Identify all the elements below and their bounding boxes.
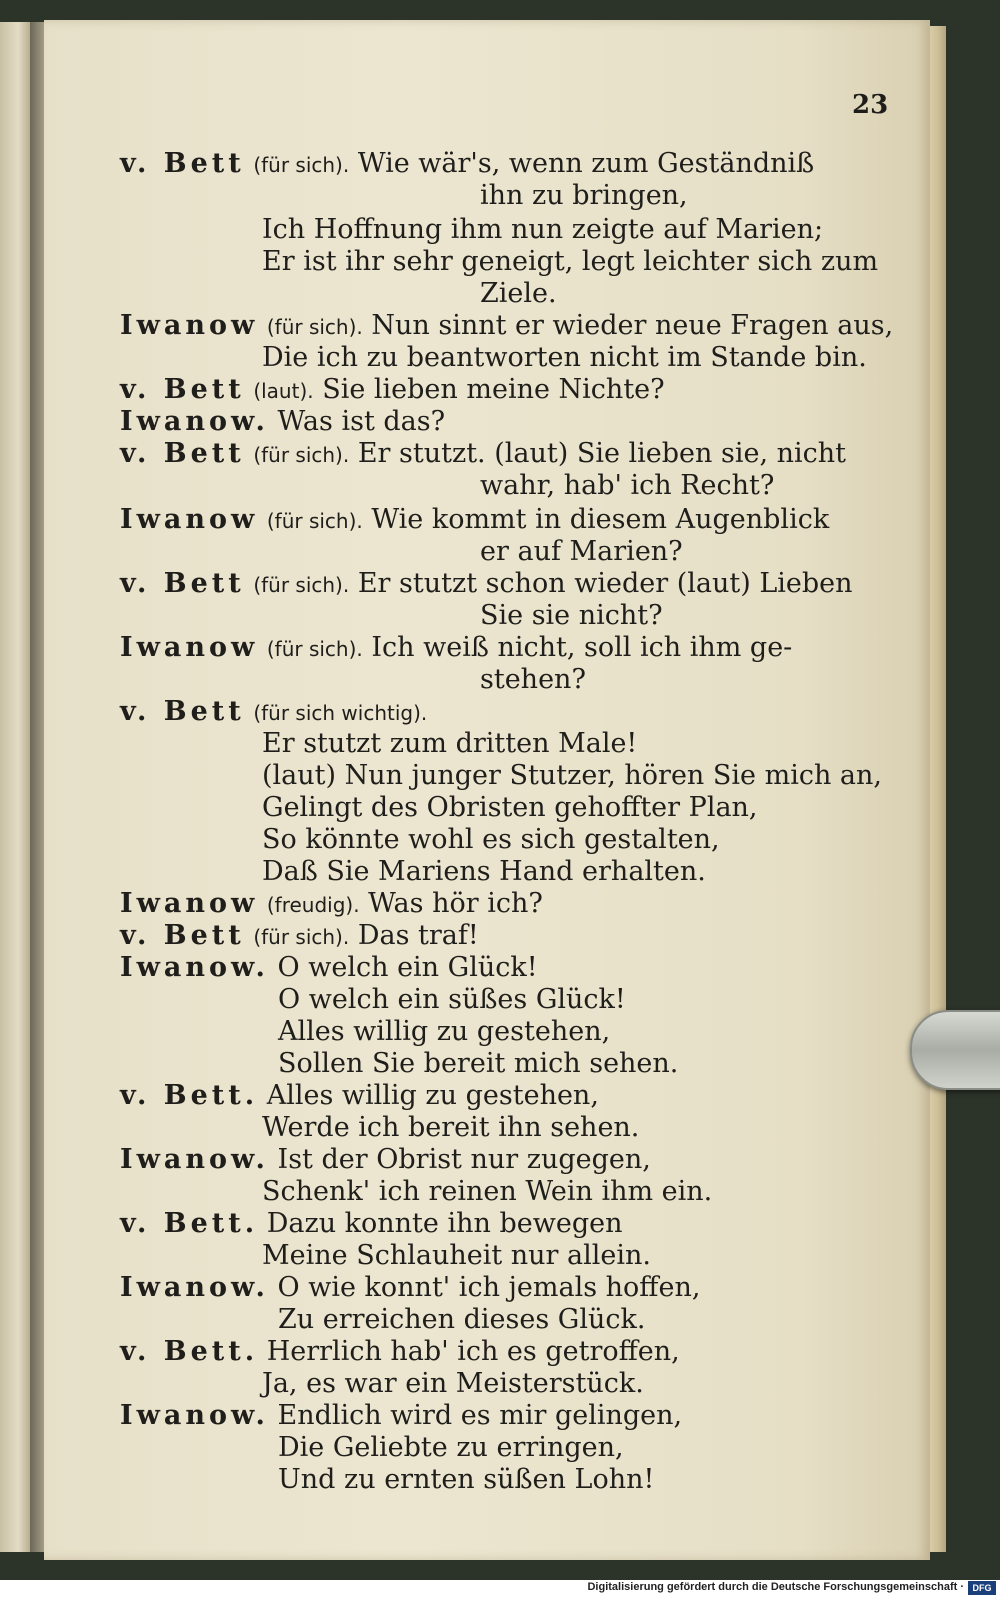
speaker-name: Iwanow (120, 504, 259, 535)
text-line (120, 310, 893, 343)
speaker-name: Iwanow (120, 888, 259, 919)
verse-text: Was hör ich? (368, 888, 543, 919)
verse-text: Was ist das? (277, 406, 446, 437)
text-line (262, 1176, 712, 1208)
funding-credit: Digitalisierung gefördert durch die Deutsche Forschungsgemeinschaft · (587, 1581, 964, 1593)
verse-text: Die ich zu beantworten nicht im Stande bin. (262, 342, 867, 373)
stage-direction: (freudig). (266, 893, 360, 917)
text-line (120, 888, 543, 921)
verse-text: Sie lieben meine Nichte? (322, 374, 665, 405)
text-line (480, 470, 774, 502)
verse-text: Er stutzt zum dritten Male! (262, 728, 638, 759)
verse-text: Meine Schlauheit nur allein. (262, 1240, 651, 1271)
text-line (480, 180, 688, 212)
text-line (262, 342, 867, 374)
verse-text: stehen? (480, 664, 586, 695)
verse-text: Ziele. (480, 278, 557, 309)
verse-text: Herrlich hab' ich es getroffen, (266, 1336, 680, 1367)
speaker-name: v. Bett (120, 920, 245, 951)
stage-direction: (für sich). (253, 443, 350, 467)
stage-direction: (laut). (253, 379, 314, 403)
verse-text: Alles willig zu gestehen, (278, 1016, 611, 1047)
speaker-name: Iwanow. (120, 1400, 269, 1431)
book-gutter (30, 22, 44, 1552)
text-line (120, 1080, 599, 1112)
text-line (262, 856, 706, 888)
text-line (120, 1400, 682, 1432)
verse-text: Ist der Obrist nur zugegen, (277, 1144, 651, 1175)
page-stack-edge (930, 26, 946, 1552)
verse-text: Die Geliebte zu erringen, (278, 1432, 624, 1463)
verse-text: So könnte wohl es sich gestalten, (262, 824, 720, 855)
speaker-name: Iwanow. (120, 1272, 269, 1303)
left-page-edge (0, 22, 30, 1552)
stage-direction: (für sich). (266, 637, 363, 661)
text-line (120, 374, 665, 407)
verse-text: Er ist ihr sehr geneigt, legt leichter sich zum (262, 246, 879, 277)
verse-text: O welch ein süßes Glück! (278, 984, 626, 1015)
text-line (480, 600, 663, 632)
text-line (278, 1016, 610, 1048)
text-line (120, 696, 427, 729)
verse-text: Alles willig zu gestehen, (266, 1080, 599, 1111)
stage-direction: (für sich). (253, 573, 350, 597)
stage-direction: (für sich wichtig). (253, 701, 428, 725)
verse-text: Nun sinnt er wieder neue Fragen aus, (371, 310, 894, 341)
verse-text: Und zu ernten süßen Lohn! (278, 1464, 655, 1495)
speaker-name: v. Bett (120, 148, 245, 179)
verse-text: Daß Sie Mariens Hand erhalten. (262, 856, 706, 887)
speaker-name: v. Bett (120, 438, 245, 469)
speaker-name: Iwanow. (120, 952, 269, 983)
verse-text: Zu erreichen dieses Glück. (278, 1304, 646, 1335)
verse-text: Endlich wird es mir gelingen, (277, 1400, 683, 1431)
text-line (262, 246, 878, 278)
text-line (262, 728, 637, 760)
verse-text: (laut) Nun junger Stutzer, hören Sie mich an, (262, 760, 882, 791)
verse-text: Schenk' ich reinen Wein ihm ein. (262, 1176, 713, 1207)
text-line (120, 406, 445, 438)
text-line (278, 1304, 645, 1336)
page-clip (910, 1010, 1000, 1090)
text-line (262, 1240, 651, 1272)
verse-text: Sollen Sie bereit mich sehen. (278, 1048, 679, 1079)
text-line (278, 1464, 654, 1496)
text-line (120, 504, 829, 537)
verse-text: Ich weiß nicht, soll ich ihm ge- (371, 632, 793, 663)
verse-text: Werde ich bereit ihn sehen. (262, 1112, 640, 1143)
text-line (480, 664, 586, 696)
text-line (120, 920, 479, 953)
text-line (262, 1112, 639, 1144)
text-line (120, 632, 792, 665)
verse-text: Er stutzt. (laut) Sie lieben sie, nicht (357, 438, 847, 469)
verse-text: Sie sie nicht? (480, 600, 663, 631)
text-line (262, 792, 758, 824)
speaker-name: v. Bett. (120, 1080, 259, 1111)
verse-text: O welch ein Glück! (277, 952, 538, 983)
verse-text: Dazu konnte ihn bewegen (266, 1208, 623, 1239)
text-line (262, 824, 720, 856)
text-line (120, 568, 853, 601)
text-line (120, 952, 538, 984)
dfg-logo: DFG (968, 1581, 996, 1595)
speaker-name: Iwanow. (120, 1144, 269, 1175)
speaker-name: v. Bett (120, 696, 245, 727)
verse-text: O wie konnt' ich jemals hoffen, (277, 1272, 701, 1303)
text-line (262, 1368, 644, 1400)
text-line (120, 438, 846, 471)
speaker-name: Iwanow (120, 310, 259, 341)
text-line (480, 278, 557, 310)
stage-direction: (für sich). (253, 153, 350, 177)
verse-text: Das traf! (357, 920, 479, 951)
text-line (480, 536, 683, 568)
verse-text: er auf Marien? (480, 536, 683, 567)
speaker-name: v. Bett. (120, 1208, 259, 1239)
text-line (120, 1272, 700, 1304)
verse-text: Gelingt des Obristen gehoffter Plan, (262, 792, 758, 823)
verse-text: Wie kommt in diesem Augenblick (371, 504, 830, 535)
verse-text: Wie wär's, wenn zum Geständniß (357, 148, 815, 179)
speaker-name: Iwanow. (120, 406, 269, 437)
verse-text: Ja, es war ein Meisterstück. (262, 1368, 644, 1399)
page-number: 23 (852, 90, 889, 120)
speaker-name: Iwanow (120, 632, 259, 663)
verse-text: Ich Hoffnung ihm nun zeigte auf Marien; (262, 214, 824, 245)
verse-text: ihn zu bringen, (480, 180, 688, 211)
speaker-name: v. Bett (120, 568, 245, 599)
stage-direction: (für sich). (253, 925, 350, 949)
text-line (120, 1336, 680, 1368)
text-line (120, 1208, 622, 1240)
text-line (120, 148, 814, 181)
stage-direction: (für sich). (266, 509, 363, 533)
text-line (262, 214, 823, 246)
text-line (278, 984, 626, 1016)
speaker-name: v. Bett (120, 374, 245, 405)
verse-text: wahr, hab' ich Recht? (480, 470, 775, 501)
text-line (262, 760, 882, 792)
text-line (278, 1432, 624, 1464)
stage-direction: (für sich). (266, 315, 363, 339)
verse-text: Er stutzt schon wieder (laut) Lieben (357, 568, 853, 599)
text-line (278, 1048, 678, 1080)
speaker-name: v. Bett. (120, 1336, 259, 1367)
text-line (120, 1144, 651, 1176)
